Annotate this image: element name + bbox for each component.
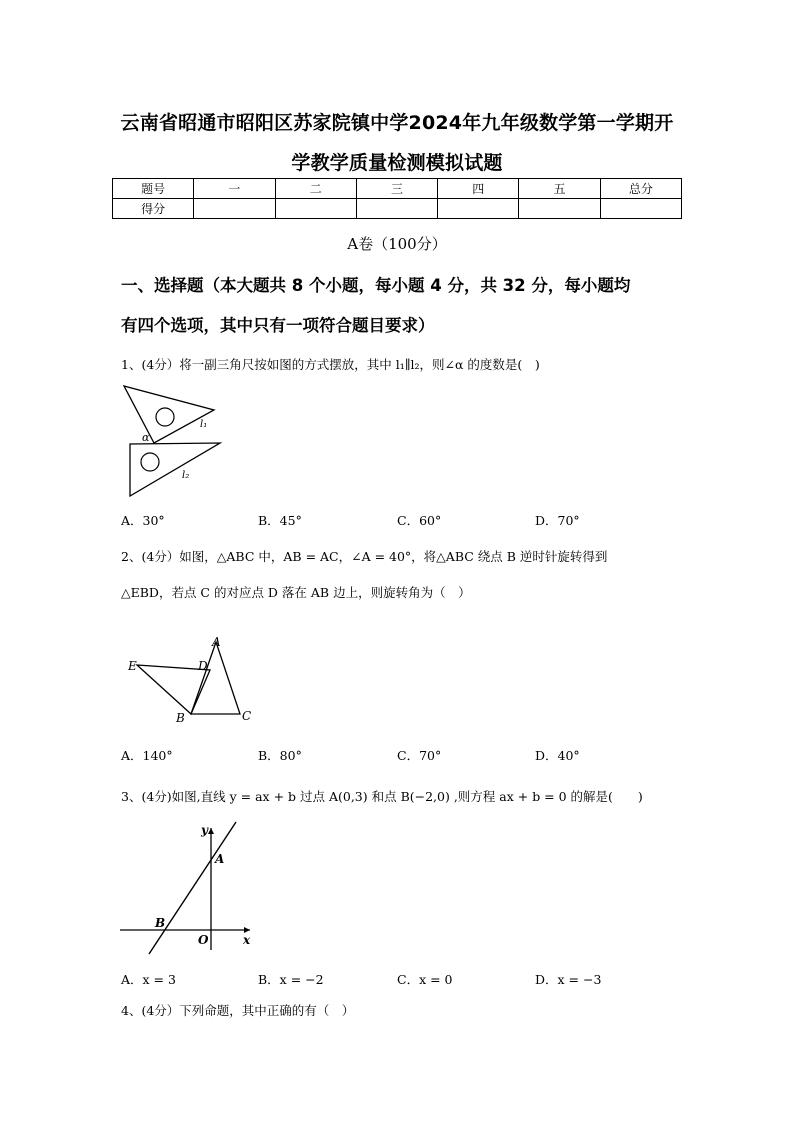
q1-option-c[interactable]: C．60° (397, 513, 442, 528)
score-header-cell: 题号 (113, 179, 194, 199)
q1-option-b[interactable]: B．45° (258, 513, 302, 528)
q3-option-a[interactable]: A．x = 3 (121, 972, 176, 987)
q1-l2-label: l₂ (182, 470, 190, 481)
score-table (112, 178, 682, 219)
q4-text: 4、(4分）下列命题，其中正确的有（ ） (121, 1003, 355, 1018)
score-row-label: 得分 (113, 199, 194, 219)
score-header-cell: 五 (519, 179, 600, 199)
score-input-cell[interactable] (438, 199, 519, 219)
section1-heading-line2: 有四个选项，其中只有一项符合题目要求） (121, 316, 435, 335)
q2-option-a[interactable]: A．140° (121, 748, 173, 763)
exam-title-line1: 云南省昭通市昭阳区苏家院镇中学2024年九年级数学第一学期开 (120, 112, 674, 134)
q2-option-b[interactable]: B．80° (258, 748, 302, 763)
score-input-cell[interactable] (194, 199, 275, 219)
q3-label-b: B (155, 916, 166, 930)
score-input-cell[interactable] (356, 199, 437, 219)
q3-option-c[interactable]: C．x = 0 (397, 972, 453, 987)
q2-option-c[interactable]: C．70° (397, 748, 442, 763)
score-table-score-row (113, 199, 682, 219)
q2-label-e: E (128, 659, 137, 673)
q3-text: 3、(4分)如图,直线 y = ax + b 过点 A(0,3) 和点 B(−2,0) ,则方程 ax + b = 0 的解是( ) (121, 789, 643, 804)
q2-label-a: A (212, 635, 221, 649)
q3-label-o: O (198, 933, 209, 947)
q3-option-b[interactable]: B．x = −2 (258, 972, 324, 987)
q2-figure (120, 632, 260, 727)
q2-text-line2: △EBD，若点 C 的对应点 D 落在 AB 边上，则旋转角为（ ） (121, 585, 471, 600)
q1-text: 1、(4分）将一副三角尺按如图的方式摆放，其中 l₁∥l₂，则∠α 的度数是( ) (121, 357, 540, 372)
q1-l1-label: l₁ (200, 419, 208, 430)
q3-figure (118, 820, 258, 955)
q2-label-b: B (176, 711, 185, 725)
exam-title-line2: 学教学质量检测模拟试题 (291, 152, 503, 174)
score-header-cell: 三 (356, 179, 437, 199)
q1-figure (118, 382, 228, 502)
score-table-header-row (113, 179, 682, 199)
score-input-cell[interactable] (275, 199, 356, 219)
score-input-cell[interactable] (600, 199, 681, 219)
q3-label-x: x (243, 933, 251, 947)
q3-option-d[interactable]: D．x = −3 (535, 972, 602, 987)
score-header-cell: 二 (275, 179, 356, 199)
score-header-cell: 总分 (600, 179, 681, 199)
q2-label-c: C (242, 709, 252, 723)
section1-heading-line1: 一、选择题（本大题共 8 个小题，每小题 4 分，共 32 分，每小题均 (121, 276, 631, 295)
q2-text-line1: 2、(4分）如图，△ABC 中，AB = AC，∠A = 40°，将△ABC 绕点 B 逆时针旋转得到 (121, 549, 608, 564)
q2-option-d[interactable]: D．40° (535, 748, 580, 763)
section-a-heading: A卷（100分） (347, 235, 447, 253)
score-header-cell: 四 (438, 179, 519, 199)
q1-option-a[interactable]: A．30° (121, 513, 165, 528)
q1-option-d[interactable]: D．70° (535, 513, 580, 528)
score-input-cell[interactable] (519, 199, 600, 219)
q3-label-a: A (215, 852, 225, 866)
q3-label-y: y (201, 823, 208, 837)
score-header-cell: 一 (194, 179, 275, 199)
q1-alpha-label: α (142, 431, 150, 444)
q2-label-d: D (198, 659, 208, 673)
